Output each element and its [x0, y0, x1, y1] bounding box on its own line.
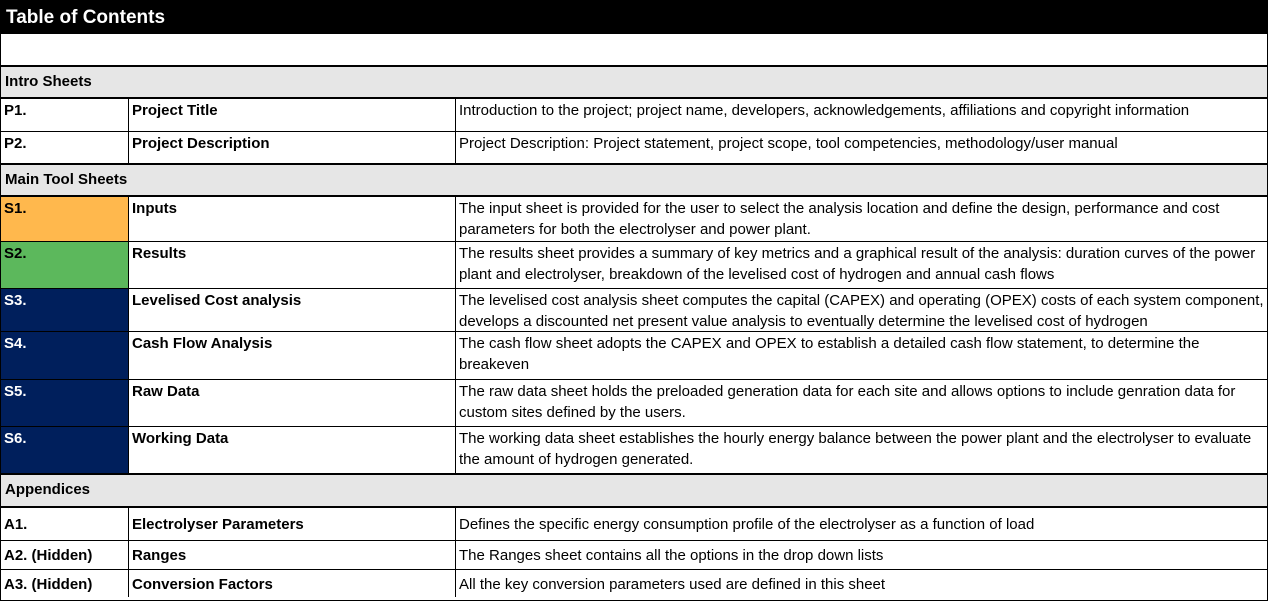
toc-row-s2[interactable]: [1, 242, 1267, 289]
toc-row-a3[interactable]: [1, 570, 1267, 597]
section-intro-header: Intro Sheets: [1, 67, 1267, 99]
row-description: All the key conversion parameters used are defined in this sheet: [459, 576, 886, 593]
row-description: The levelised cost analysis sheet computes the capital (CAPEX) and operating (OPEX) costs of each system component, develops a discounted net present value analysis to eventually determine the levelised cost of hydrogen: [459, 292, 1264, 330]
row-code: S6.: [1, 427, 129, 473]
toc-row-s5[interactable]: [1, 380, 1267, 427]
page-title: Table of Contents: [1, 1, 1267, 34]
row-code: S4.: [1, 332, 129, 379]
row-sheet-name[interactable]: Electrolyser Parameters: [129, 508, 456, 540]
row-code: S5.: [1, 380, 129, 426]
toc-row-s4[interactable]: [1, 332, 1267, 380]
row-description: The results sheet provides a summary of key metrics and a graphical result of the analysis: duration curves of the power plant and electrolyser, breakdown of the levelised cost of hydrogen and annual cash flows: [459, 245, 1256, 283]
row-code: A1.: [1, 508, 129, 540]
row-description: The cash flow sheet adopts the CAPEX and OPEX to establish a detailed cash flow statement, to determine the breakeven: [459, 335, 1200, 373]
toc-row-a1[interactable]: [1, 508, 1267, 541]
row-description: The raw data sheet holds the preloaded generation data for each site and allows options to include genration data for custom sites defined by the users.: [459, 383, 1236, 421]
row-sheet-name[interactable]: Levelised Cost analysis: [129, 289, 456, 331]
row-description: Project Description: Project statement, project scope, tool competencies, methodology/user manual: [459, 135, 1118, 152]
row-sheet-name[interactable]: Results: [129, 242, 456, 288]
row-code: S2.: [1, 242, 129, 288]
section-appendices-header: Appendices: [1, 475, 1267, 508]
row-description: The input sheet is provided for the user to select the analysis location and define the design, performance and cost parameters for both the electrolyser and power plant.: [459, 200, 1220, 238]
row-code: P2.: [1, 132, 129, 163]
row-description: Defines the specific energy consumption profile of the electrolyser as a function of load: [459, 516, 1035, 533]
row-code: A3. (Hidden): [1, 570, 129, 597]
row-sheet-name[interactable]: Inputs: [129, 197, 456, 241]
toc-row-s6[interactable]: [1, 427, 1267, 475]
row-description: The Ranges sheet contains all the options in the drop down lists: [459, 547, 884, 564]
toc-row-p1[interactable]: [1, 99, 1267, 132]
row-sheet-name[interactable]: Ranges: [129, 541, 456, 569]
row-code: S3.: [1, 289, 129, 331]
toc-row-a2[interactable]: [1, 541, 1267, 570]
row-sheet-name[interactable]: Raw Data: [129, 380, 456, 426]
row-sheet-name[interactable]: Project Title: [129, 99, 456, 131]
row-sheet-name[interactable]: Project Description: [129, 132, 456, 163]
row-code: A2. (Hidden): [1, 541, 129, 569]
row-sheet-name[interactable]: Working Data: [129, 427, 456, 473]
row-description: The working data sheet establishes the hourly energy balance between the power plant and the electrolyser to evaluate the amount of hydrogen generated.: [459, 430, 1252, 468]
blank-row: [1, 34, 1267, 67]
row-sheet-name[interactable]: Conversion Factors: [129, 570, 456, 597]
toc-row-s3[interactable]: [1, 289, 1267, 332]
toc-row-p2[interactable]: [1, 132, 1267, 165]
row-description: Introduction to the project; project name, developers, acknowledgements, affiliations and copyright information: [459, 102, 1190, 119]
row-code: P1.: [1, 99, 129, 131]
row-code: S1.: [1, 197, 129, 241]
row-sheet-name[interactable]: Cash Flow Analysis: [129, 332, 456, 379]
toc-row-s1[interactable]: [1, 197, 1267, 242]
section-main-header: Main Tool Sheets: [1, 165, 1267, 197]
